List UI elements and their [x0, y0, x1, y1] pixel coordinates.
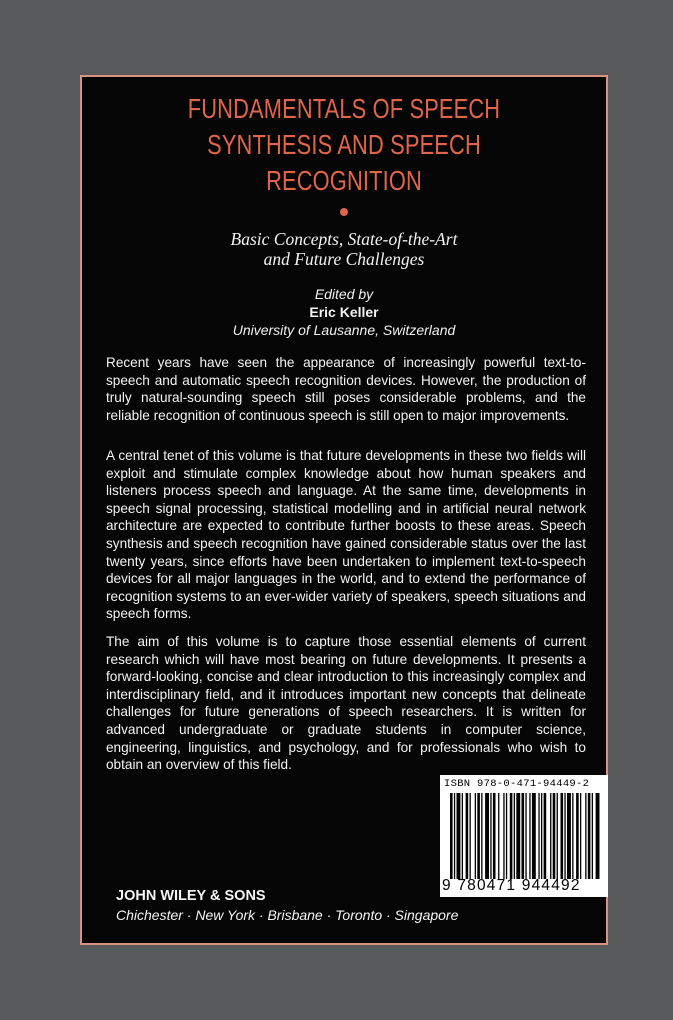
barcode-bar	[510, 793, 513, 879]
title-line-2: SYNTHESIS AND SPEECH	[207, 129, 481, 160]
barcode-bar	[529, 793, 530, 879]
editor-block	[82, 285, 606, 339]
subtitle-line-1: Basic Concepts, State-of-the-Art	[230, 229, 458, 249]
book-title	[140, 91, 549, 199]
barcode-bar	[481, 793, 482, 879]
publisher-name: JOHN WILEY & SONS	[116, 888, 266, 904]
barcode-bar	[553, 793, 556, 879]
barcode-bar	[454, 793, 455, 879]
barcode-bar	[572, 793, 573, 879]
editor-affiliation: University of Lausanne, Switzerland	[232, 322, 456, 338]
title-line-1: FUNDAMENTALS OF SPEECH	[187, 93, 501, 124]
barcode-bar	[522, 793, 525, 879]
barcode-bar	[490, 793, 491, 879]
barcode-icon	[450, 793, 600, 879]
barcode-bar	[516, 793, 520, 879]
blurb-paragraph-2: A central tenet of this volume is that future developments in these two fields will exploit and stimulate complex knowledge about how human speakers and listeners process speech and language. At the same time, developments in speech signal processing, statistical modelling and in artificial neural network architecture are expected to contribute further boosts to these areas. Speech synthesis and speech recognition have gained considerable status over the last twenty years, since efforts have been undertaken to implement text-to-speech devices for all major languages in the world, and to extend the performance of recognition systems to an ever-wider variety of speakers, speech situations and speech forms.	[106, 448, 586, 622]
barcode-bar	[557, 793, 558, 879]
barcode-bar	[541, 793, 542, 879]
barcode-bar	[466, 793, 469, 879]
book-back-cover	[80, 75, 608, 945]
blurb-paragraph-1: Recent years have seen the appearance of increasingly powerful text-to-speech and automatic speech recognition devices. However, the production of truly natural-sounding speech still poses considerable problems, and the reliable recognition of continuous speech is still open to major improvements.	[106, 355, 586, 423]
barcode-bar	[550, 793, 551, 879]
barcode-bar	[592, 793, 593, 879]
book-subtitle	[82, 229, 606, 269]
barcode-bar	[475, 793, 476, 879]
barcode-bar	[564, 793, 565, 879]
barcode-bar	[503, 793, 504, 879]
isbn-barcode-box	[440, 775, 608, 897]
barcode-bar	[525, 793, 526, 879]
title-line-3: RECOGNITION	[266, 165, 422, 196]
publisher-cities: Chichester · New York · Brisbane · Toronto · Singapore	[116, 907, 459, 923]
barcode-bar	[514, 793, 515, 879]
barcode-bar	[498, 793, 499, 879]
barcode-bar	[576, 793, 579, 879]
barcode-bar	[493, 793, 496, 879]
barcode-bar	[485, 793, 489, 879]
barcode-bar	[450, 793, 453, 879]
isbn-label: ISBN 978-0-471-94449-2	[444, 778, 590, 790]
subtitle-line-2: and Future Challenges	[263, 249, 425, 269]
barcode-bar	[580, 793, 581, 879]
barcode-bar	[567, 793, 571, 879]
editor-name: Eric Keller	[309, 304, 379, 320]
barcode-bar	[538, 793, 539, 879]
barcode-bar	[477, 793, 480, 879]
bullet-dot-icon	[340, 208, 348, 216]
barcode-bar	[561, 793, 564, 879]
barcode-bar	[532, 793, 536, 879]
blurb-paragraph-3: The aim of this volume is to capture those essential elements of current research which will have most bearing on future developments. It presents a forward-looking, concise and clear introduction to this increasingly complex and interdisciplinary field, and it introduces important new concepts that delineate challenges for future generations of speech researchers. It is written for advanced undergraduate or graduate students in computer science, engineering, linguistics, and psychology, and for professionals who wish to obtain an overview of this field.	[106, 634, 586, 773]
barcode-bar	[585, 793, 586, 879]
barcode-bar	[588, 793, 591, 879]
ean-digits: 9 780471 944492	[442, 877, 581, 894]
barcode-bar	[544, 793, 547, 879]
barcode-bar	[457, 793, 461, 879]
barcode-bar	[470, 793, 471, 879]
barcode-bar	[462, 793, 463, 879]
barcode-bar	[596, 793, 600, 879]
edited-by-label: Edited by	[314, 286, 374, 302]
barcode-bar	[506, 793, 507, 879]
